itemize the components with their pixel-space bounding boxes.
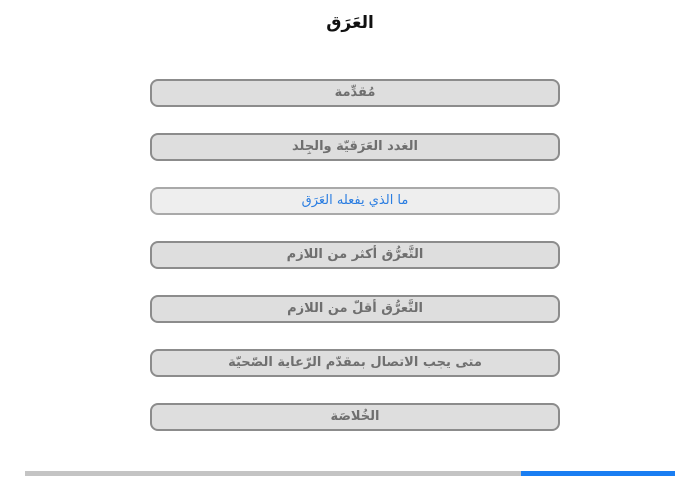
menu-item-summary[interactable]: الخُلاصَة: [150, 403, 560, 431]
menu-item-introduction[interactable]: مُقدِّمة: [150, 79, 560, 107]
menu-item-sweating-too-little[interactable]: التَّعرُّق أقلّ من اللازم: [150, 295, 560, 323]
progress-bar-fill: [521, 471, 675, 476]
menu-item-when-to-call-provider[interactable]: متى يجب الاتصال بمقدّم الرّعاية الصّحيّة: [150, 349, 560, 377]
menu-item-sweating-too-much[interactable]: التَّعرُّق أكثر من اللازم: [150, 241, 560, 269]
topic-menu: [150, 79, 560, 457]
menu-item-sweat-glands-and-skin[interactable]: الغدد العَرَقيّة والجِلد: [150, 133, 560, 161]
page-title: العَرَق: [326, 13, 374, 33]
progress-bar: [25, 471, 675, 476]
menu-item-what-sweat-does[interactable]: ما الذي يفعله العَرَق: [150, 187, 560, 215]
